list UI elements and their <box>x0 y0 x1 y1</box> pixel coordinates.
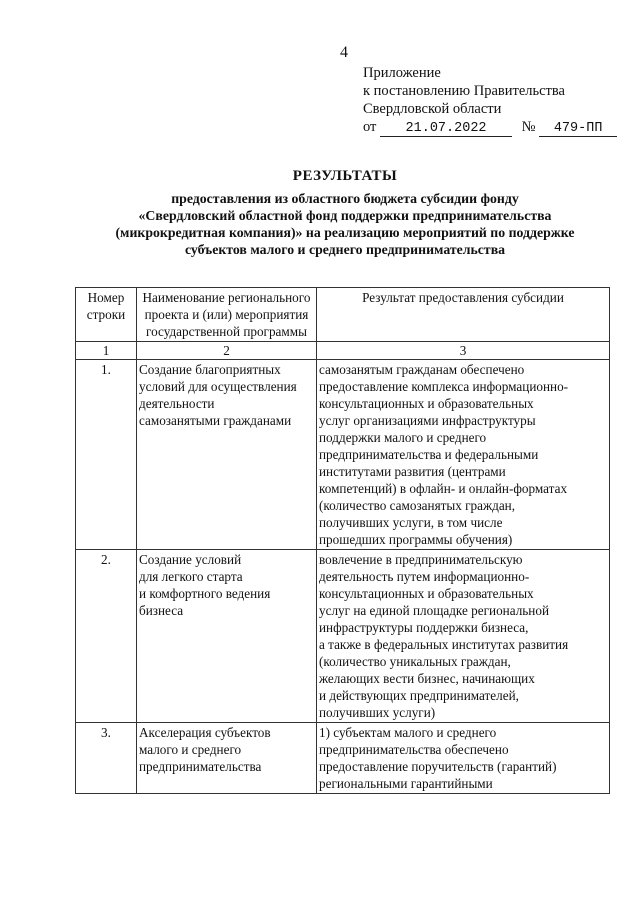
column-number-row <box>76 342 610 360</box>
cell-line: Создание благоприятных <box>139 362 281 377</box>
title-main: РЕЗУЛЬТАТЫ <box>292 168 398 184</box>
cell-line: предпринимательства <box>139 759 262 774</box>
cell-line: консультационных и образовательных <box>319 586 534 601</box>
row-name <box>137 550 317 723</box>
row-name <box>137 360 317 550</box>
row-number: 1. <box>76 360 137 550</box>
table-row <box>76 723 610 794</box>
cell-line: компетенций) в офлайн- и онлайн-форматах <box>319 481 568 496</box>
header-row-number <box>76 288 137 342</box>
table-header-row <box>76 288 610 342</box>
cell-line: условий для осуществления <box>139 379 297 394</box>
header-text: строки <box>86 307 126 322</box>
cell-line: (количество уникальных граждан, <box>319 654 511 669</box>
cell-line: самозанятыми гражданами <box>139 413 292 428</box>
cell-line: Создание условий <box>139 552 242 567</box>
header-text: Результат предоставления субсидии <box>362 290 564 305</box>
column-number: 1 <box>76 342 137 360</box>
cell-line: получивших услуги, в том числе <box>319 515 503 530</box>
header-name <box>137 288 317 342</box>
header-text: Номер <box>87 290 125 305</box>
cell-line: услуг организациями инфраструктуры <box>319 413 536 428</box>
cell-line: прошедших программы обучения) <box>319 532 513 547</box>
cell-line: а также в федеральных институтах развития <box>319 637 569 652</box>
cell-line: получивших услуги) <box>319 705 436 720</box>
column-number: 2 <box>137 342 317 360</box>
cell-line: малого и среднего <box>139 742 242 757</box>
cell-line: инфраструктуры поддержки бизнеса, <box>319 620 529 635</box>
annex-line-2: к постановлению Правительства <box>363 83 565 99</box>
cell-line: консультационных и образовательных <box>319 396 534 411</box>
document-title <box>80 168 610 258</box>
cell-line: и действующих предпринимателей, <box>319 688 519 703</box>
cell-line: предоставление комплекса информационно- <box>319 379 569 394</box>
row-result <box>317 550 610 723</box>
header-text: и (или) мероприятия <box>192 307 309 322</box>
cell-line: 1) субъектам малого и среднего <box>319 725 497 740</box>
row-result <box>317 723 610 794</box>
table-row <box>76 360 610 550</box>
annex-date-line <box>363 118 617 137</box>
cell-line: региональными гарантийными <box>319 776 493 791</box>
header-text: государственной <box>146 324 241 339</box>
page-number: 4 <box>340 44 348 61</box>
header-text: программы <box>243 324 307 339</box>
annex-line-1: Приложение <box>363 65 441 81</box>
row-number: 2. <box>76 550 137 723</box>
cell-line: предоставление поручительств (гарантий) <box>319 759 557 774</box>
cell-line: желающих вести бизнес, начинающих <box>319 671 535 686</box>
cell-line: Акселерация субъектов <box>139 725 271 740</box>
cell-line: бизнеса <box>139 603 184 618</box>
table-row <box>76 550 610 723</box>
decree-date: 21.07.2022 <box>380 121 512 137</box>
cell-line: поддержки малого и среднего <box>319 430 487 445</box>
column-number: 3 <box>317 342 610 360</box>
cell-line: деятельность путем информационно- <box>319 569 530 584</box>
annex-block <box>363 64 617 137</box>
cell-line: самозанятым гражданам обеспечено <box>319 362 525 377</box>
title-line-4: субъектов малого и среднего предпринимательства <box>184 242 506 257</box>
cell-line: предпринимательства и федеральными <box>319 447 539 462</box>
row-name <box>137 723 317 794</box>
cell-line: и комфортного ведения <box>139 586 271 601</box>
cell-line: институтами развития (центрами <box>319 464 506 479</box>
title-line-2: «Свердловский областной фонд поддержки предпринимательства <box>138 208 552 223</box>
title-line-3: (микрокредитная компания)» на реализацию мероприятий по поддержке <box>115 225 575 240</box>
cell-line: деятельности <box>139 396 215 411</box>
header-text: регионального проекта <box>144 290 311 322</box>
number-label: № <box>521 119 536 135</box>
results-table <box>75 287 610 794</box>
decree-number: 479-ПП <box>539 121 617 137</box>
cell-line: вовлечение в предпринимательскую <box>319 552 523 567</box>
title-line-1: предоставления из областного бюджета субсидии фонду <box>171 191 519 206</box>
row-result <box>317 360 610 550</box>
annex-line-3: Свердловской области <box>363 101 502 117</box>
header-result <box>317 288 610 342</box>
from-label: от <box>363 119 377 135</box>
row-number: 3. <box>76 723 137 794</box>
cell-line: услуг на единой площадке региональной <box>319 603 550 618</box>
cell-line: для легкого старта <box>139 569 243 584</box>
header-text: Наименование <box>142 290 225 305</box>
cell-line: (количество самозанятых граждан, <box>319 498 516 513</box>
cell-line: предпринимательства обеспечено <box>319 742 509 757</box>
